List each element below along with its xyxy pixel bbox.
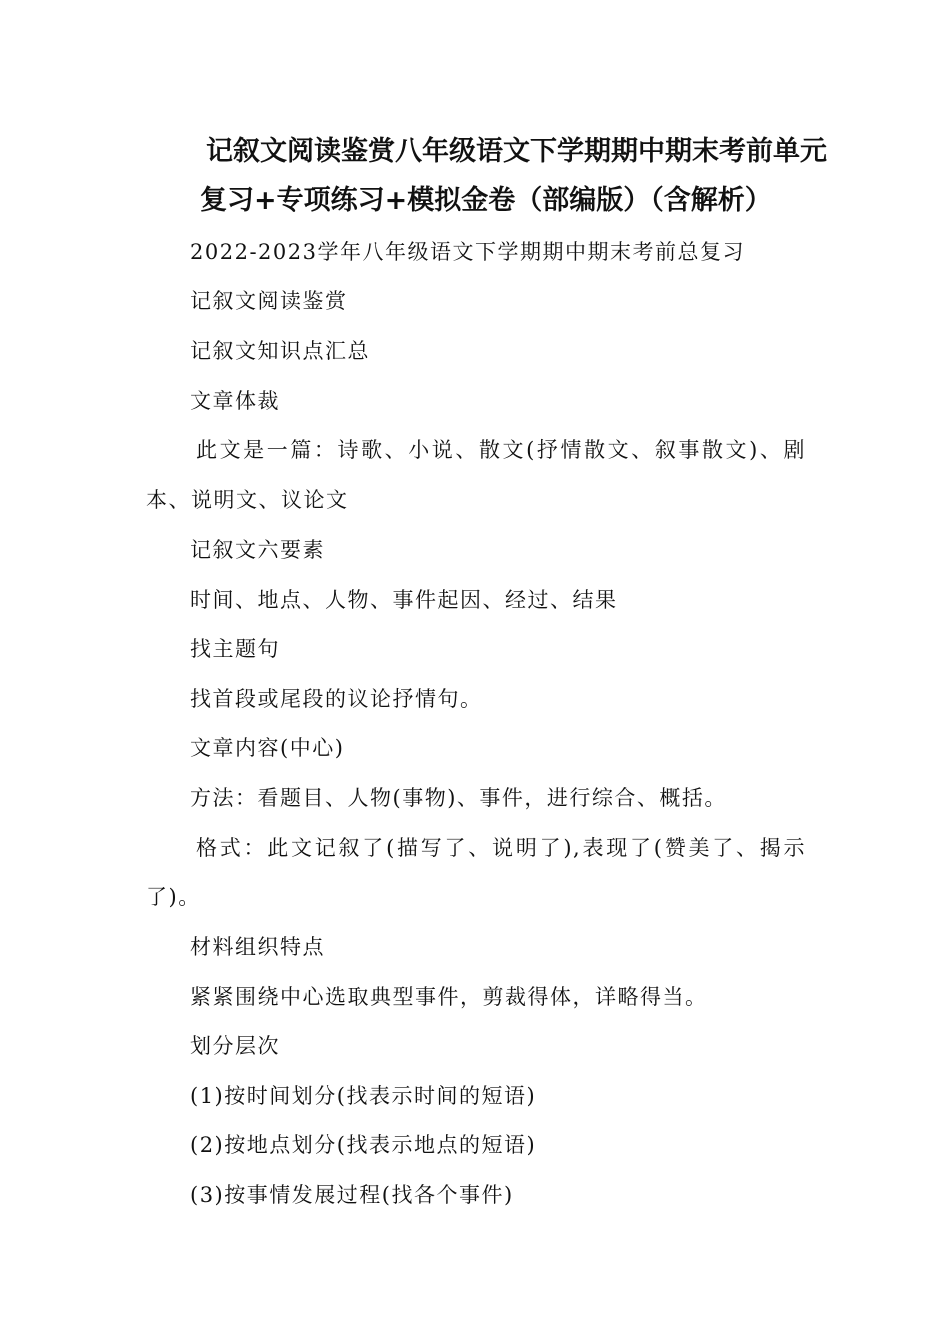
paragraph-knowledge-summary: 记叙文知识点汇总 bbox=[190, 339, 370, 363]
paragraph-material-text: 紧紧围绕中心选取典型事件，剪裁得体，详略得当。 bbox=[190, 985, 708, 1009]
paragraph-layer-by-place: (2)按地点划分(找表示地点的短语) bbox=[190, 1133, 537, 1157]
paragraph-school-year: 2022-2023学年八年级语文下学期期中期末考前总复习 bbox=[190, 240, 745, 264]
paragraph-six-elements-text: 时间、地点、人物、事件起因、经过、结果 bbox=[190, 588, 618, 612]
paragraph-genre-text-continued: 本、说明文、议论文 bbox=[146, 488, 349, 512]
paragraph-format-text: 格式：此文记叙了(描写了、说明了),表现了(赞美了、揭示 bbox=[196, 836, 806, 860]
paragraph-theme-sentence-text: 找首段或尾段的议论抒情句。 bbox=[190, 687, 483, 711]
document-title-line-1: 记叙文阅读鉴赏八年级语文下学期期中期末考前单元 bbox=[206, 136, 827, 167]
paragraph-layer-by-time: (1)按时间划分(找表示时间的短语) bbox=[190, 1084, 537, 1108]
paragraph-format-text-continued: 了)。 bbox=[146, 885, 201, 909]
paragraph-section-heading: 记叙文阅读鉴赏 bbox=[190, 289, 348, 313]
document-title-line-2: 复习+专项练习+模拟金卷（部编版）（含解析） bbox=[200, 185, 772, 216]
paragraph-layers-heading: 划分层次 bbox=[190, 1034, 280, 1058]
paragraph-six-elements-heading: 记叙文六要素 bbox=[190, 538, 325, 562]
paragraph-layer-by-events: (3)按事情发展过程(找各个事件) bbox=[190, 1183, 514, 1207]
paragraph-content-heading: 文章内容(中心) bbox=[190, 736, 345, 760]
paragraph-material-heading: 材料组织特点 bbox=[190, 935, 325, 959]
paragraph-theme-sentence-heading: 找主题句 bbox=[190, 637, 280, 661]
paragraph-genre-text: 此文是一篇：诗歌、小说、散文(抒情散文、叙事散文)、剧 bbox=[196, 438, 806, 462]
paragraph-genre-heading: 文章体裁 bbox=[190, 389, 280, 413]
paragraph-method-text: 方法：看题目、人物(事物)、事件，进行综合、概括。 bbox=[190, 786, 727, 810]
